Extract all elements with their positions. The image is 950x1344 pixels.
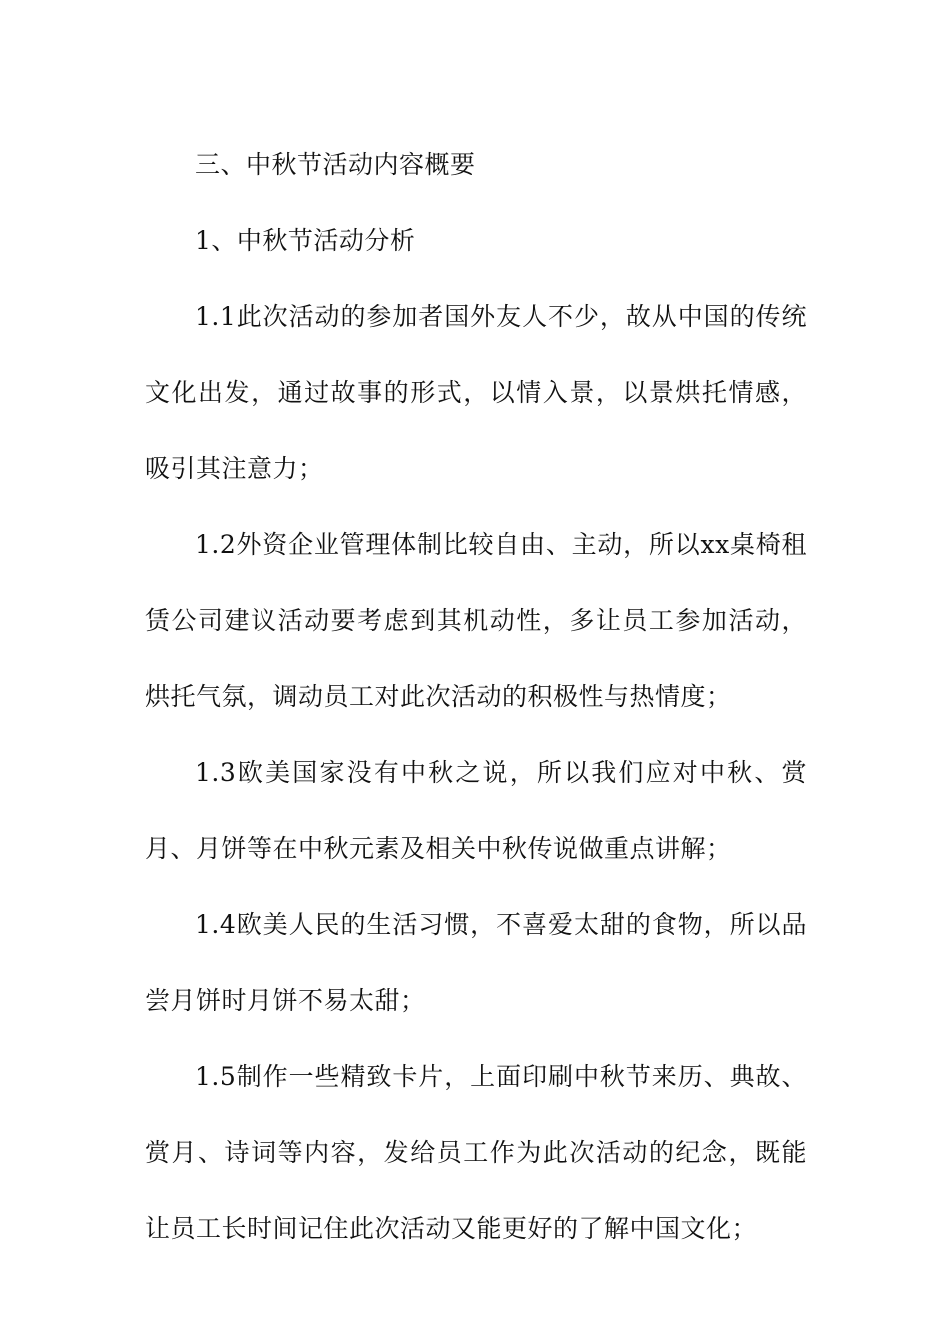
document-body <box>145 127 807 1267</box>
paragraph-1-4: 1.4欧美人民的生活习惯，不喜爱太甜的食物，所以品尝月饼时月饼不易太甜； <box>145 910 807 1015</box>
section-heading: 三、中秋节活动内容概要 <box>195 150 476 179</box>
paragraph-1-1: 1.1此次活动的参加者国外友人不少，故从中国的传统文化出发，通过故事的形式，以情入景，以景烘托情感，吸引其注意力； <box>145 302 807 483</box>
subsection-heading: 1、中秋节活动分析 <box>195 226 416 255</box>
paragraph-1-3: 1.3欧美国家没有中秋之说，所以我们应对中秋、赏月、月饼等在中秋元素及相关中秋传说做重点讲解； <box>145 758 807 863</box>
paragraph-1-5: 1.5制作一些精致卡片，上面印刷中秋节来历、典故、赏月、诗词等内容，发给员工作为此次活动的纪念，既能让员工长时间记住此次活动又能更好的了解中国文化； <box>145 1062 807 1243</box>
paragraph-1-2: 1.2外资企业管理体制比较自由、主动，所以xx桌椅租赁公司建议活动要考虑到其机动性，多让员工参加活动，烘托气氛，调动员工对此次活动的积极性与热情度； <box>145 530 807 711</box>
